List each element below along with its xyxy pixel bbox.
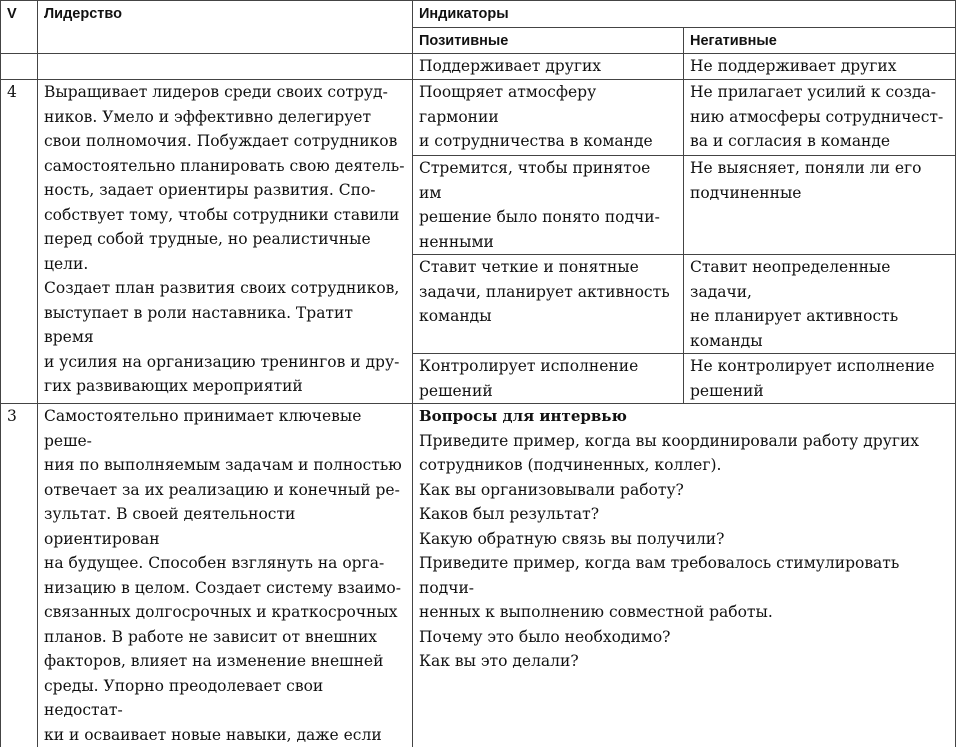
indicator-positive [413, 80, 684, 156]
desc-line: ния по выполняемым задачам и полностью [44, 453, 406, 478]
indicator-negative [684, 354, 956, 404]
indicator-positive [413, 156, 684, 255]
desc-line: ников. Умело и эффективно делегирует [44, 105, 406, 130]
text-line: ва и согласия в команде [690, 129, 949, 154]
desc-line: свои полномочия. Побуждает сотрудников [44, 129, 406, 154]
interview-question: Как вы организовывали работу? [419, 478, 949, 503]
text-line: не планирует активность [690, 304, 949, 329]
desc-line: на будущее. Способен взглянуть на орга- [44, 551, 406, 576]
desc-line: самостоятельно планировать свою деятель- [44, 154, 406, 179]
desc-line: Выращивает лидеров среди своих сотруд- [44, 80, 406, 105]
header-v: V [1, 1, 38, 54]
level4-description [38, 80, 413, 404]
indicator-negative [684, 156, 956, 255]
header-negative: Негативные [684, 28, 956, 54]
desc-line: выступает в роли наставника. Тратит время [44, 301, 406, 350]
interview-questions [413, 404, 956, 747]
interview-question: Каков был результат? [419, 502, 949, 527]
interview-question: Какую обратную связь вы получили? [419, 527, 949, 552]
level3-row [1, 404, 956, 747]
text-line: Ставит четкие и понятные [419, 255, 677, 280]
level3-description [38, 404, 413, 747]
text-line: решение было понято подчи- [419, 205, 677, 230]
level4-row [1, 80, 956, 156]
level4-number: 4 [1, 80, 38, 404]
desc-line: собствует тому, чтобы сотрудники ставили [44, 203, 406, 228]
text-line: нию атмосферы сотрудничест- [690, 105, 949, 130]
header-indicators: Индикаторы [413, 1, 956, 28]
text-line: Не контролирует исполнение [690, 354, 949, 379]
text-line: Поощряет атмосферу гармонии [419, 80, 677, 129]
indicator-negative [684, 80, 956, 156]
interview-title: Вопросы для интервью [419, 404, 949, 429]
text-line: Не выясняет, поняли ли его [690, 156, 949, 181]
desc-line: связанных долгосрочных и краткосрочных [44, 600, 406, 625]
desc-line: ки и осваивает новые навыки, даже если [44, 723, 406, 747]
text-line: Стремится, чтобы принятое им [419, 156, 677, 205]
indicator-positive [413, 354, 684, 404]
summary-row [1, 54, 956, 80]
desc-line: перед собой трудные, но реалистичные цели. [44, 227, 406, 276]
interview-question: Приведите пример, когда вы координировали работу других [419, 429, 949, 454]
text-line: задачи, планирует активность [419, 280, 677, 305]
desc-line: планов. В работе не зависит от внешних [44, 625, 406, 650]
interview-question: сотрудников (подчиненных, коллег). [419, 453, 949, 478]
desc-line: факторов, влияет на изменение внешней [44, 649, 406, 674]
text-line: Ставит неопределенные задачи, [690, 255, 949, 304]
summary-negative: Не поддерживает других [684, 54, 956, 80]
text-line: решений [690, 379, 949, 404]
desc-line: и усилия на организацию тренингов и дру- [44, 350, 406, 375]
header-leadership: Лидерство [38, 1, 413, 54]
indicator-negative [684, 255, 956, 354]
header-positive: Позитивные [413, 28, 684, 54]
text-line: Не прилагает усилий к созда- [690, 80, 949, 105]
summary-empty-desc [38, 54, 413, 80]
text-line: команды [690, 329, 949, 354]
indicator-positive [413, 255, 684, 354]
desc-line: гих развивающих мероприятий [44, 374, 406, 399]
text-line: и сотрудничества в команде [419, 129, 677, 154]
text-line: решений [419, 379, 677, 404]
desc-line: отвечает за их реализацию и конечный ре- [44, 478, 406, 503]
desc-line: среды. Упорно преодолевает свои недостат- [44, 674, 406, 723]
text-line: подчиненные [690, 181, 949, 206]
level3-number: 3 [1, 404, 38, 747]
interview-question: Как вы это делали? [419, 649, 949, 674]
desc-line: Самостоятельно принимает ключевые реше- [44, 404, 406, 453]
text-line: Контролирует исполнение [419, 354, 677, 379]
desc-line: низацию в целом. Создает систему взаимо- [44, 576, 406, 601]
summary-empty-v [1, 54, 38, 80]
interview-question: Приведите пример, когда вам требовалось стимулировать подчи- [419, 551, 949, 600]
interview-question: Почему это было необходимо? [419, 625, 949, 650]
desc-line: зультат. В своей деятельности ориентирован [44, 502, 406, 551]
summary-positive: Поддерживает других [413, 54, 684, 80]
text-line: ненными [419, 230, 677, 255]
interview-question: ненных к выполнению совместной работы. [419, 600, 949, 625]
desc-line: ность, задает ориентиры развития. Спо- [44, 178, 406, 203]
desc-line: Создает план развития своих сотрудников, [44, 276, 406, 301]
text-line: команды [419, 304, 677, 329]
